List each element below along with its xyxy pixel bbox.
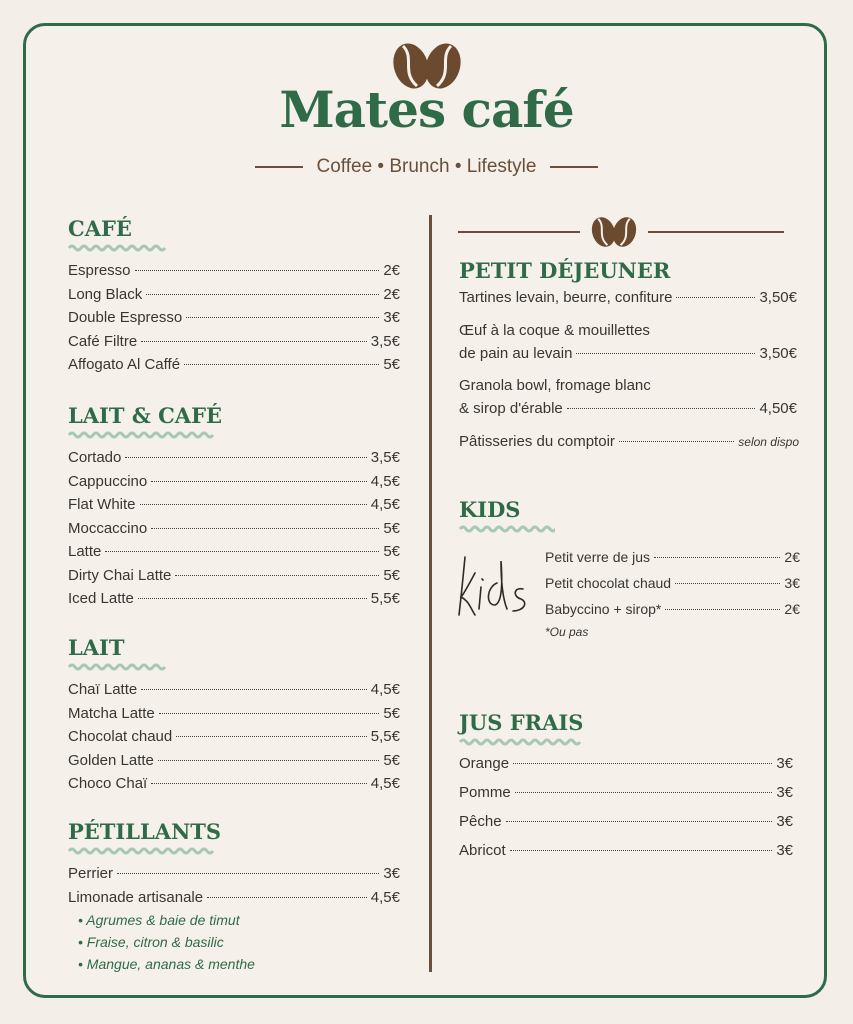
item-name: & sirop d'érable <box>459 400 563 417</box>
item-name: Double Espresso <box>68 309 183 326</box>
menu-section <box>459 497 799 534</box>
item-name: Espresso <box>68 262 131 279</box>
menu-item <box>459 813 793 842</box>
item-price: selon dispo <box>738 434 799 449</box>
dot-leader <box>151 783 367 784</box>
menu-section <box>68 635 400 799</box>
item-price: 5€ <box>383 751 400 769</box>
menu-item <box>68 496 400 520</box>
wave-underline <box>459 524 555 534</box>
menu-item <box>68 865 400 889</box>
menu-item <box>68 333 400 357</box>
dot-leader <box>135 270 380 271</box>
menu-item <box>459 755 793 784</box>
item-name: Affogato Al Caffé <box>68 356 181 373</box>
dot-leader <box>117 873 379 874</box>
dot-leader <box>138 598 367 599</box>
item-name: Café Filtre <box>68 332 138 350</box>
item-name: Dirty Chai Latte <box>68 566 172 584</box>
menu-item <box>68 449 400 473</box>
dot-leader <box>567 408 756 409</box>
flavor-label: Fraise, citron & basilic <box>86 934 224 950</box>
menu-item <box>545 549 800 575</box>
item-price: 5€ <box>383 543 400 560</box>
dot-leader <box>676 297 755 298</box>
item-price: 3€ <box>383 309 400 326</box>
menu-item <box>68 889 400 913</box>
dot-leader <box>158 760 379 761</box>
dot-leader <box>665 609 780 610</box>
dot-leader <box>576 353 755 354</box>
menu-item <box>68 262 400 286</box>
menu-item <box>68 681 400 705</box>
dot-leader <box>151 528 379 529</box>
tagline: Coffee • Brunch • Lifestyle <box>0 156 853 178</box>
item-name: Petit chocolat chaud <box>545 575 672 591</box>
dot-leader <box>619 441 734 442</box>
item-name: Matcha Latte <box>68 704 155 722</box>
kids-list <box>545 549 800 639</box>
flavor-label: Agrumes & baie de timut <box>86 912 240 928</box>
item-price: 3€ <box>784 575 800 591</box>
dot-leader <box>151 481 367 482</box>
dot-leader <box>176 736 367 737</box>
item-price: 4,50€ <box>759 400 797 417</box>
dot-leader <box>675 583 780 584</box>
menu-section <box>459 258 799 456</box>
menu-item <box>68 309 400 333</box>
wave-underline <box>68 243 168 253</box>
kids-signature <box>457 553 541 623</box>
menu-section <box>459 710 793 871</box>
dot-leader <box>159 713 380 714</box>
dot-leader <box>140 504 367 505</box>
wave-underline <box>68 662 168 672</box>
dot-leader <box>141 689 367 690</box>
section-title: LAIT & CAFÉ <box>68 403 223 428</box>
dot-leader <box>654 557 780 558</box>
item-price: 2€ <box>383 262 400 279</box>
menu-item <box>68 590 400 614</box>
section-title: LAIT <box>68 635 125 660</box>
coffee-beans-icon <box>589 215 639 249</box>
menu-item <box>459 345 797 369</box>
item-price: 5,5€ <box>370 590 400 607</box>
wave-underline <box>68 846 218 856</box>
column-divider <box>429 215 432 972</box>
flavor-bullet <box>68 912 400 934</box>
menu-item <box>459 433 799 457</box>
flavor-bullet <box>68 956 400 978</box>
item-name: Latte <box>68 543 102 560</box>
item-name-line: Œuf à la coque & mouillettes <box>459 321 650 339</box>
menu-item <box>459 400 797 424</box>
item-price: 3,50€ <box>759 344 797 362</box>
section-title: KIDS <box>459 497 521 522</box>
item-price: 2€ <box>383 285 400 303</box>
bullet-dot: • <box>78 934 87 950</box>
flavor-bullet <box>68 934 400 956</box>
menu-item <box>68 705 400 729</box>
item-name: Orange <box>459 755 510 772</box>
item-price: 4,5€ <box>370 775 400 792</box>
item-name: Babyccino + sirop* <box>545 601 662 617</box>
item-name-line: Granola bowl, fromage blanc <box>459 377 651 394</box>
menu-item <box>68 356 400 380</box>
dot-leader <box>175 575 379 576</box>
item-name: Choco Chaï <box>68 775 148 792</box>
dot-leader <box>510 850 773 851</box>
dot-leader <box>186 317 379 318</box>
menu-item <box>68 543 400 567</box>
menu-section <box>68 819 400 978</box>
dot-leader <box>515 792 773 793</box>
item-name: Petit verre de jus <box>545 549 651 565</box>
dot-leader <box>105 551 379 552</box>
item-name: Pâtisseries du comptoir <box>459 432 615 450</box>
item-price: 3€ <box>776 784 793 801</box>
menu-section <box>68 216 400 380</box>
dot-leader <box>125 457 366 458</box>
item-name: Chaï Latte <box>68 681 138 698</box>
flavor-label: Mangue, ananas & menthe <box>86 956 255 972</box>
item-price: 3,5€ <box>370 449 400 466</box>
section-title: CAFÉ <box>68 216 132 241</box>
menu-item <box>545 601 800 627</box>
section-title: PÉTILLANTS <box>68 819 222 844</box>
menu-item <box>68 567 400 591</box>
item-name: Pomme <box>459 784 511 801</box>
menu-item <box>459 784 793 813</box>
item-name: Tartines levain, beurre, confiture <box>459 289 673 306</box>
item-price: 5€ <box>383 566 400 584</box>
item-name: de pain au levain <box>459 344 573 362</box>
item-price: 2€ <box>784 601 800 617</box>
menu-section <box>68 403 400 614</box>
section-title: PETIT DÉJEUNER <box>459 258 671 283</box>
item-price: 5,5€ <box>370 728 400 745</box>
item-price: 3€ <box>776 755 793 772</box>
item-name: Pêche <box>459 813 502 830</box>
item-price: 4,5€ <box>370 472 400 490</box>
item-price: 4,5€ <box>370 681 400 698</box>
item-price: 5€ <box>383 519 400 537</box>
item-name: Moccaccino <box>68 519 148 537</box>
menu-item <box>459 842 793 871</box>
menu-item <box>68 286 400 310</box>
menu-item <box>68 473 400 497</box>
menu-item <box>68 520 400 544</box>
item-price: 5€ <box>383 356 400 373</box>
right-ornament <box>458 215 784 249</box>
item-name: Long Black <box>68 285 143 303</box>
dot-leader <box>146 294 379 295</box>
item-price: 5€ <box>383 704 400 722</box>
menu-item <box>68 728 400 752</box>
item-price: 3,50€ <box>759 289 797 306</box>
kids-note: *Ou pas <box>545 625 589 639</box>
menu-item <box>459 289 797 313</box>
wave-underline <box>459 737 581 747</box>
wave-underline <box>68 430 218 440</box>
item-name: Perrier <box>68 865 114 882</box>
dot-leader <box>141 341 367 342</box>
menu-item <box>545 575 800 601</box>
item-name: Iced Latte <box>68 590 134 607</box>
cafe-title: Mates café <box>279 80 574 139</box>
item-name: Cappuccino <box>68 472 148 490</box>
item-price: 3€ <box>776 813 793 830</box>
menu-item <box>68 775 400 799</box>
dot-leader <box>207 897 367 898</box>
item-price: 2€ <box>784 549 800 565</box>
item-name: Cortado <box>68 449 122 466</box>
item-price: 3,5€ <box>370 332 400 350</box>
bullet-dot: • <box>78 912 87 928</box>
item-price: 4,5€ <box>370 888 400 906</box>
item-name: Limonade artisanale <box>68 888 204 906</box>
dot-leader <box>513 763 772 764</box>
bullet-dot: • <box>78 956 87 972</box>
item-price: 3€ <box>776 842 793 859</box>
dot-leader <box>506 821 773 822</box>
item-name: Chocolat chaud <box>68 728 173 745</box>
item-price: 3€ <box>383 865 400 882</box>
dot-leader <box>184 364 379 365</box>
item-price: 4,5€ <box>370 496 400 513</box>
item-name: Golden Latte <box>68 751 154 769</box>
section-title: JUS FRAIS <box>459 710 584 735</box>
menu-item <box>68 752 400 776</box>
item-name: Abricot <box>459 842 506 859</box>
item-name: Flat White <box>68 496 136 513</box>
